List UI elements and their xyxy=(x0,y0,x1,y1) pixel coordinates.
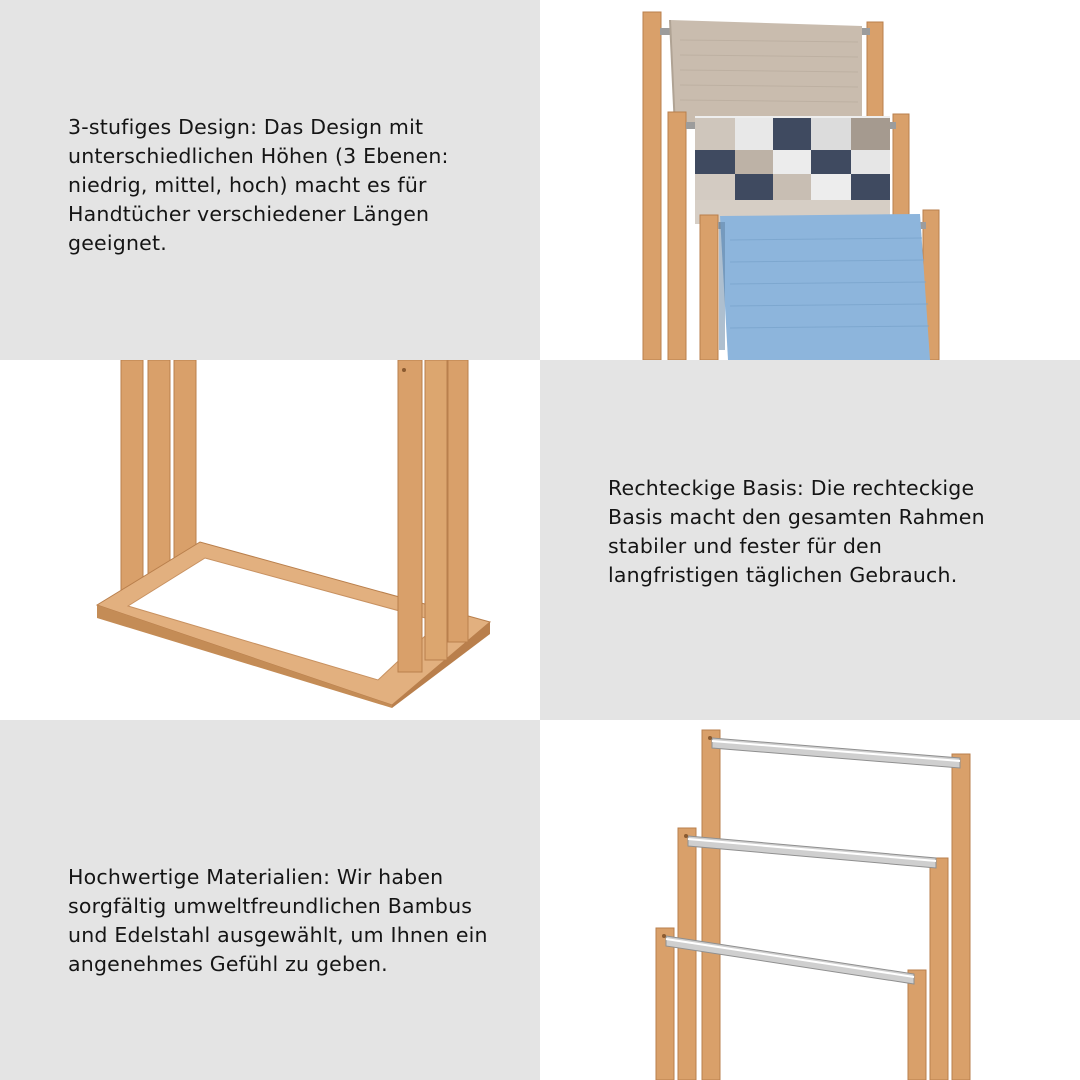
caption-rectangular-base: Rechteckige Basis: Die rechteckige Basis macht den gesamten Rahmen stabiler und fester für den langfristigen täglichen Gebrauch. xyxy=(608,476,985,587)
panel-materials-image xyxy=(540,720,1080,1080)
caption-three-tier-design: 3-stufiges Design: Das Design mit unterschiedlichen Höhen (3 Ebenen: niedrig, mittel, hoch) macht es für Handtücher verschiedener Längen geeignet. xyxy=(68,115,449,255)
bamboo-steel-rack-illustration xyxy=(540,720,1080,1080)
panel-three-tier-image xyxy=(540,0,1080,360)
rectangular-base-illustration xyxy=(0,360,540,720)
panel-three-tier-text xyxy=(0,0,540,360)
towel-rack-with-towels-illustration xyxy=(540,0,1080,360)
panel-materials-text xyxy=(0,720,540,1080)
caption-quality-materials: Hochwertige Materialien: Wir haben sorgfältig umweltfreundlichen Bambus und Edelstahl ausgewählt, um Ihnen ein angenehmes Gefühl zu geben. xyxy=(68,865,488,976)
panel-base-text xyxy=(540,360,1080,720)
panel-base-image xyxy=(0,360,540,720)
